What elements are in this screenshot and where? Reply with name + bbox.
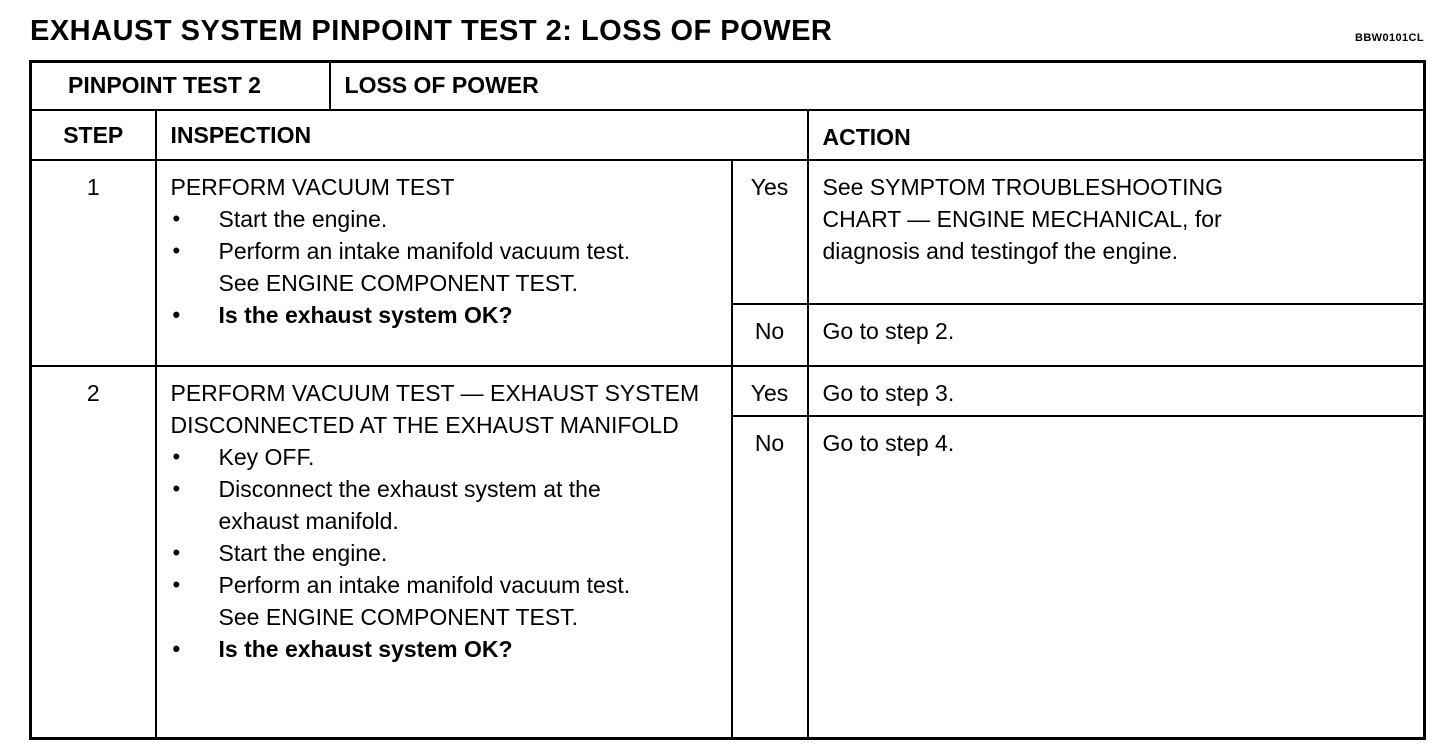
step-bullet-list [171, 441, 721, 665]
yes-label: Yes [732, 366, 808, 416]
page-title: EXHAUST SYSTEM PINPOINT TEST 2: LOSS OF POWER [30, 15, 833, 47]
step-bullet: • Key OFF. [171, 441, 721, 473]
step-question: • Is the exhaust system OK? [171, 633, 721, 665]
pinpoint-test-label: PINPOINT TEST 2 [31, 62, 330, 111]
step-bullet: • Start the engine. [171, 537, 721, 569]
step-bullet: • Disconnect the exhaust system at the exhaust manifold. [171, 473, 679, 537]
no-label: No [732, 416, 808, 738]
step-column-header: STEP [31, 110, 156, 160]
step-bullet-list [171, 203, 721, 331]
yes-action: Go to step 3. [808, 366, 1425, 416]
column-header-row [31, 110, 1425, 160]
pinpoint-header-row [31, 62, 1425, 111]
step-bullet: • Perform an intake manifold vacuum test. See ENGINE COMPONENT TEST. [171, 569, 669, 633]
step-number: 1 [31, 160, 156, 366]
step-1-yes-row [31, 160, 1425, 304]
step-2-yes-row [31, 366, 1425, 416]
yes-label: Yes [732, 160, 808, 304]
yes-action [808, 160, 1425, 304]
step-2-inspection [156, 366, 732, 738]
step-bullet: • Perform an intake manifold vacuum test. See ENGINE COMPONENT TEST. [171, 235, 669, 299]
step-number: 2 [31, 366, 156, 738]
step-heading: PERFORM VACUUM TEST — EXHAUST SYSTEM DISCONNECTED AT THE EXHAUST MANIFOLD [170, 380, 700, 438]
action-column-header: ACTION [808, 110, 1425, 160]
no-label: No [732, 304, 808, 366]
step-1-inspection [156, 160, 732, 366]
pinpoint-test-title: LOSS OF POWER [330, 62, 1425, 111]
yes-action-text: See SYMPTOM TROUBLESHOOTING CHART — ENGINE MECHANICAL, for diagnosis and testingof the engine. [822, 174, 1223, 264]
step-bullet: • Start the engine. [171, 203, 721, 235]
no-action: Go to step 2. [808, 304, 1425, 366]
no-action: Go to step 4. [808, 416, 1425, 738]
step-heading: PERFORM VACUUM TEST [170, 174, 455, 200]
step-question: • Is the exhaust system OK? [171, 299, 721, 331]
reference-code: BBW0101CL [1354, 32, 1424, 44]
inspection-column-header: INSPECTION [156, 110, 808, 160]
pinpoint-test-table [29, 60, 1426, 740]
